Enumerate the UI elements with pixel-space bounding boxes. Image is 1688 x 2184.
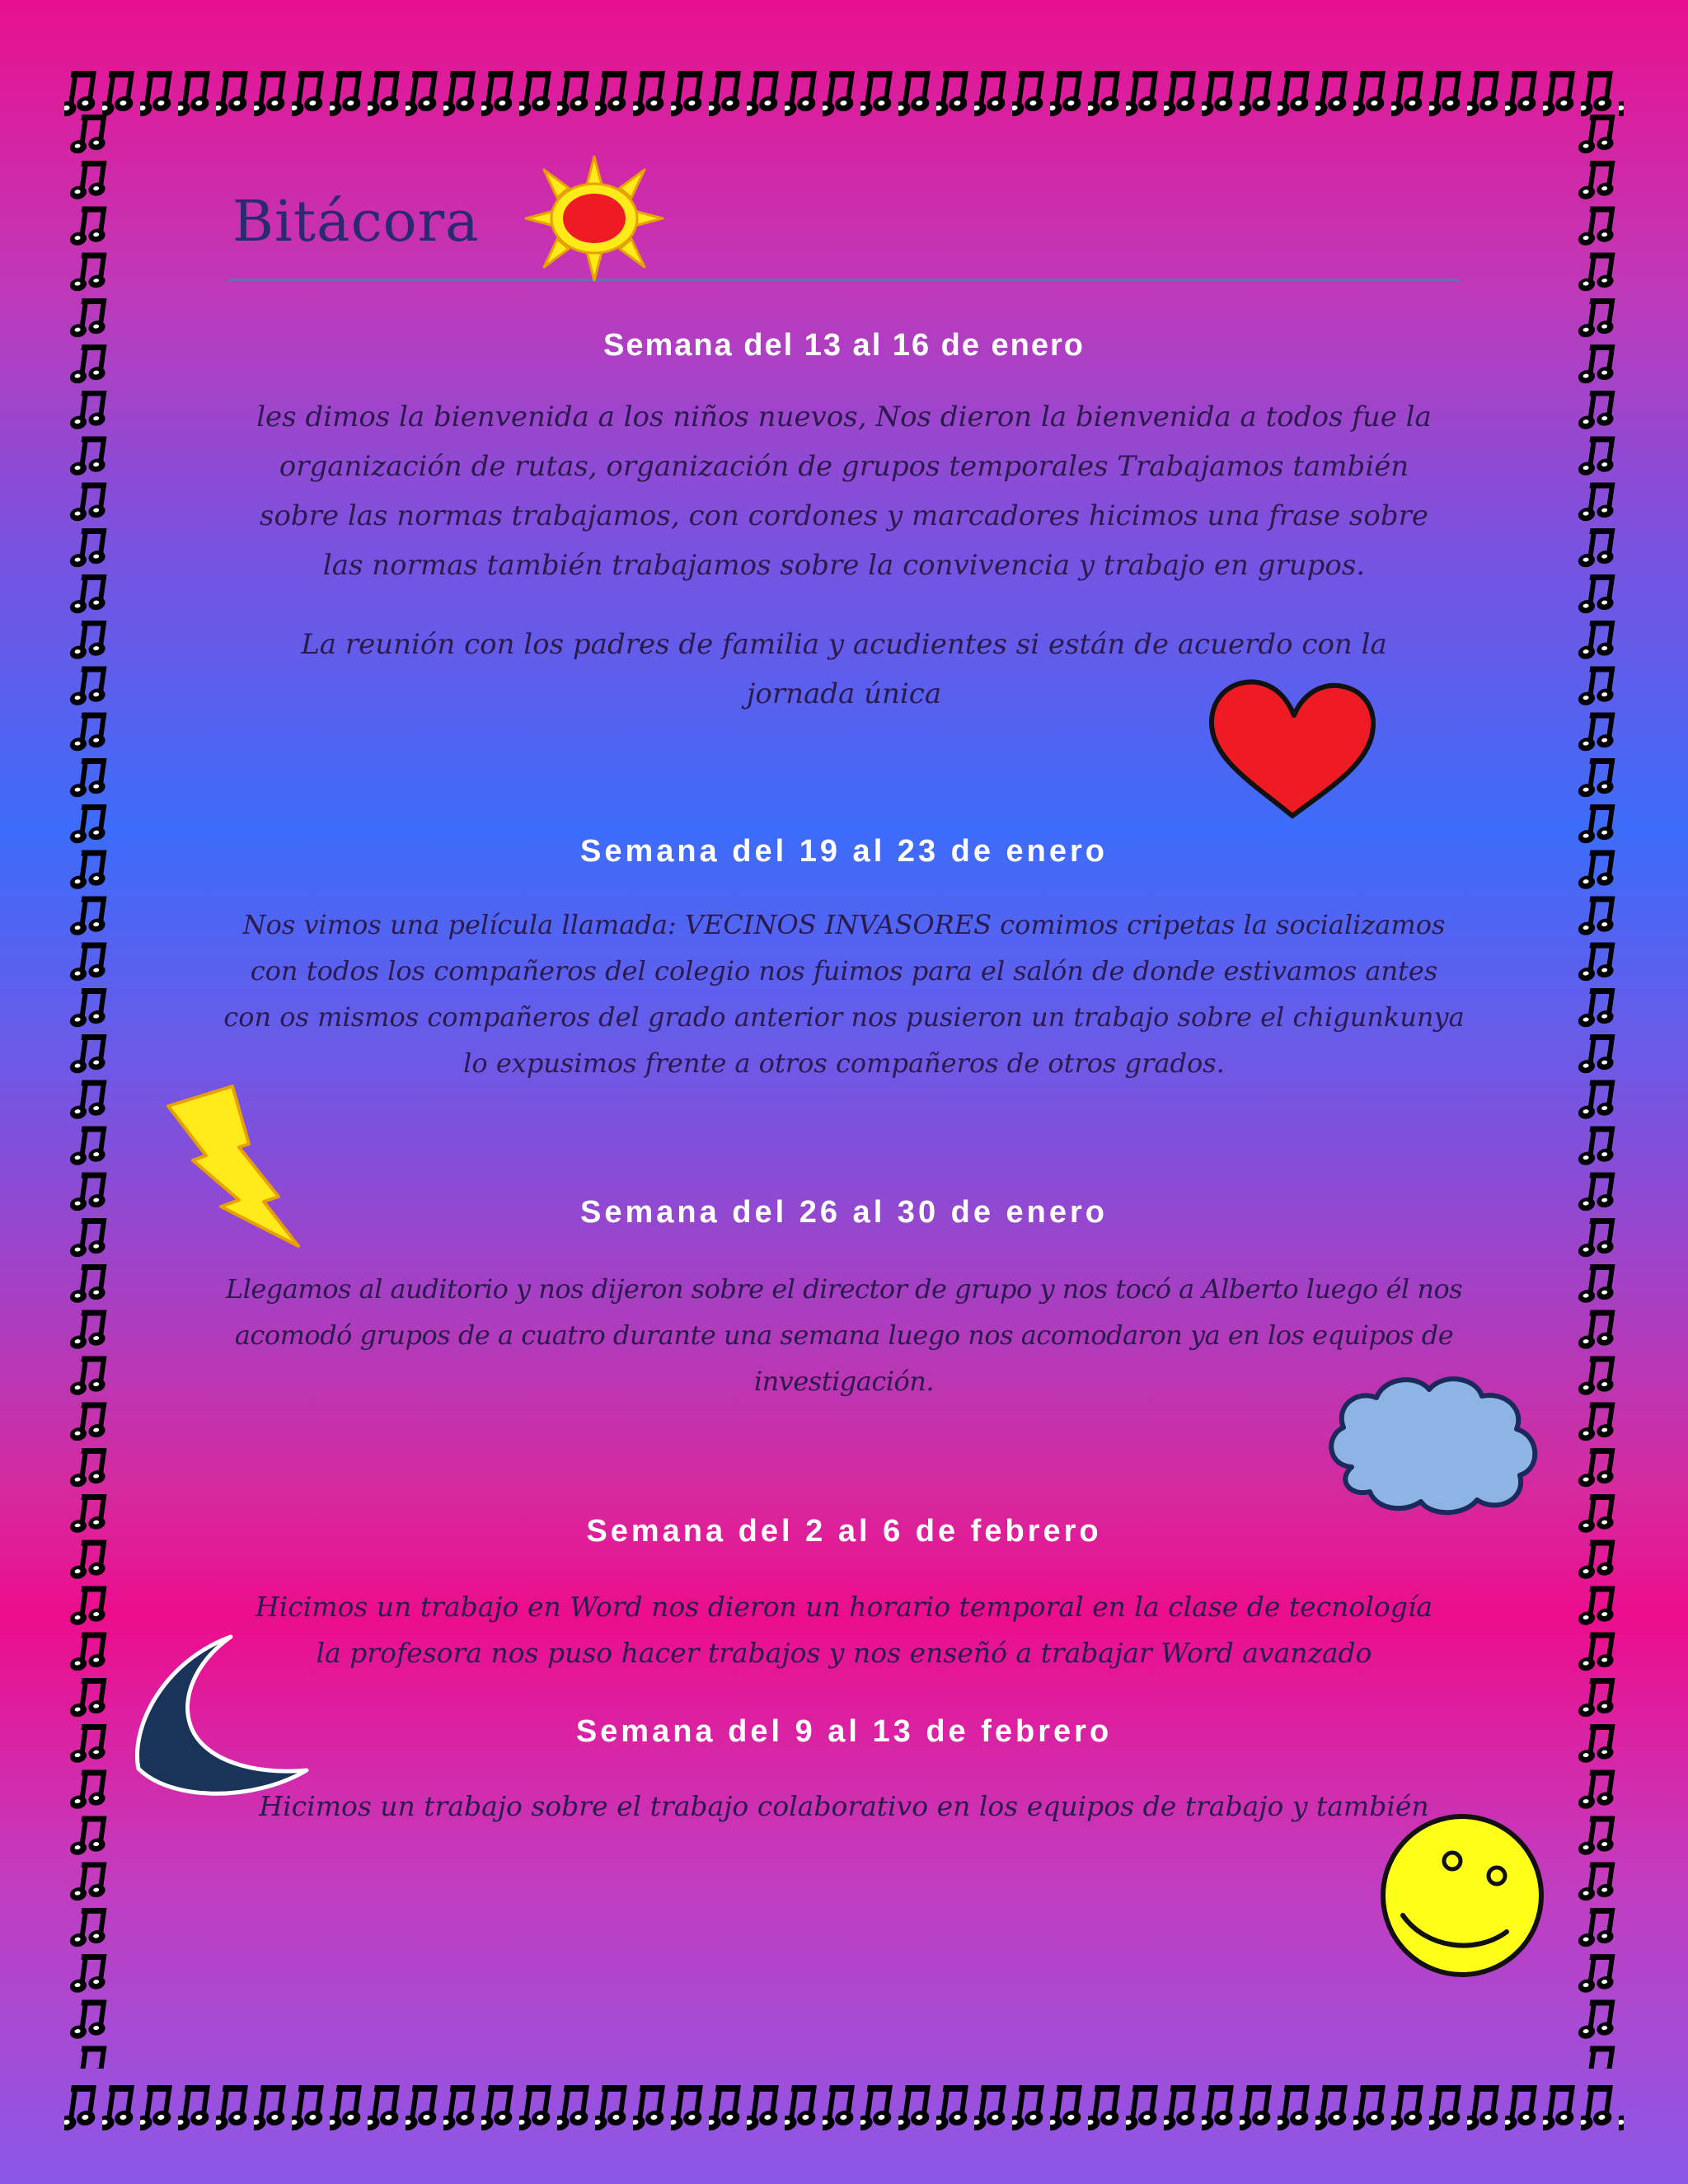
- week-paragraph: Hicimos un trabajo sobre el trabajo colaborativo en los equipos de trabajo y también: [259, 1790, 1429, 1822]
- cloud-icon: [1319, 1368, 1546, 1516]
- week-heading: Semana del 26 al 30 de enero: [579, 1195, 1109, 1230]
- week-paragraph: La reunión con los padres de familia y acudientes si están de acuerdo con la jornada única: [301, 628, 1387, 710]
- week-heading: Semana del 19 al 23 de enero: [579, 834, 1109, 869]
- week-paragraph: Llegamos al auditorio y nos dijeron sobre el director de grupo y nos tocó a Alberto luego él nos acomodó grupos de a cuatro durante una semana luego nos acomodaron ya en los equipos de investigación.: [225, 1273, 1463, 1397]
- music-note-border-right: [1573, 111, 1630, 2069]
- music-note-border-top: [64, 64, 1624, 122]
- sun-icon: [521, 153, 668, 284]
- week-paragraph: Hicimos un trabajo en Word nos dieron un horario temporal en la clase de tecnología la profesora nos puso hacer trabajos y nos enseñó a trabajar Word avanzado: [255, 1591, 1433, 1669]
- title-divider: [229, 279, 1459, 281]
- week-heading: Semana del 2 al 6 de febrero: [586, 1514, 1102, 1549]
- smiley-icon: [1376, 1810, 1548, 1981]
- page-title: Bitácora: [232, 190, 480, 255]
- week-paragraph: Nos vimos una película llamada: VECINOS INVASORES comimos cripetas la socializamos con todos los compañeros del colegio nos fuimos para el salón de donde estivamos antes con os mismos compañeros del grado anterior nos pusieron un trabajo sobre el chigunkunya lo expusimos frente a otros compañeros de otros grados.: [223, 909, 1465, 1079]
- music-note-border-bottom: [64, 2079, 1624, 2136]
- week-heading: Semana del 9 al 13 de febrero: [575, 1714, 1113, 1749]
- week-heading: Semana del 13 al 16 de enero: [603, 328, 1085, 363]
- heart-icon: [1203, 674, 1385, 823]
- music-note-border-left: [64, 111, 122, 2069]
- week-paragraph: les dimos la bienvenida a los niños nuevos, Nos dieron la bienvenida a todos fue la organización de rutas, organización de grupos temporales Trabajamos también sobre las normas trabajamos, con cordones y marcadores hicimos una frase sobre las normas también trabajamos sobre la convivencia y trabajo en grupos.: [256, 401, 1432, 582]
